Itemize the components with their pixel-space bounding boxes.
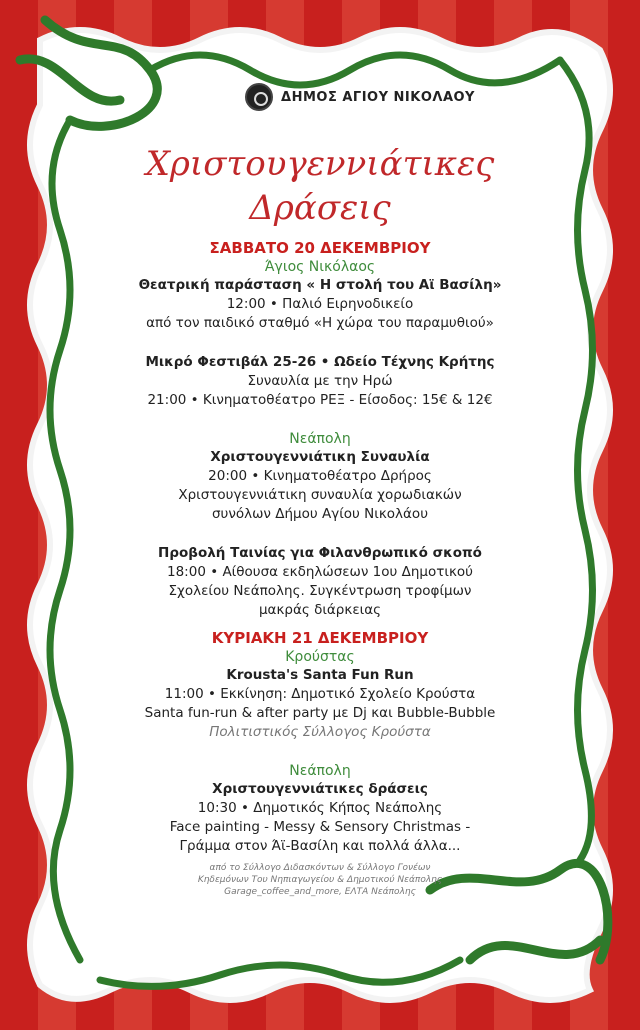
- credits: [70, 862, 570, 898]
- event-line: 10:30 • Δημοτικός Κήπος Νεάπολης: [197, 800, 443, 816]
- event-title: Θεατρική παράσταση « Η στολή του Αϊ Βασίλη»: [138, 277, 502, 293]
- event-line: Συναυλία με την Ηρώ: [247, 373, 393, 389]
- event-line: 21:00 • Κινηματοθέατρο ΡΕΞ - Είσοδος: 15€ & 12€: [147, 392, 493, 408]
- event-title: Χριστουγεννιάτικες δράσεις: [212, 781, 428, 797]
- title-line: Δράσεις: [249, 188, 391, 228]
- day-heading: ΚΥΡΙΑΚΗ 21 ΔΕΚΕΜΒΡΙΟΥ: [211, 629, 429, 647]
- event-line: 12:00 • Παλιό Ειρηνοδικείο: [226, 296, 414, 312]
- event-line: 20:00 • Κινηματοθέατρο Δρήρος: [208, 468, 432, 484]
- credits-line: Κηδεμόνων Του Νηπιαγωγείου & Δημοτικού Νεάπολης: [197, 875, 443, 885]
- event-line: μακράς διάρκειας: [258, 602, 382, 618]
- location-name: Νεάπολη: [289, 763, 351, 779]
- event-line: Χριστουγεννιάτικη συναυλία χορωδιακών: [178, 487, 462, 503]
- event-line: Σχολείου Νεάπολης. Συγκέντρωση τροφίμων: [168, 583, 472, 599]
- header: [150, 80, 570, 114]
- event: [70, 544, 570, 620]
- location-name: Άγιος Νικόλαος: [264, 259, 376, 275]
- day-heading: ΣΑΒΒΑΤΟ 20 ΔΕΚΕΜΒΡΙΟΥ: [209, 239, 431, 257]
- municipality-emblem-icon: [245, 83, 273, 111]
- location-name: Κρούστας: [285, 649, 355, 665]
- event-organizer: Πολιτιστικός Σύλλογος Κρούστα: [209, 724, 431, 740]
- credits-line: Garage_coffee_and_more, ΕΛΤΑ Νεάπολης: [224, 887, 416, 897]
- day-section-sunday: [70, 628, 570, 898]
- location-name: Νεάπολη: [289, 431, 351, 447]
- credits-line: από το Σύλλογο Διδασκόντων & Σύλλογο Γονέων: [209, 863, 431, 873]
- event: [70, 276, 570, 333]
- event-line: συνόλων Δήμου Αγίου Νικολάου: [211, 506, 429, 522]
- flyer-content: [70, 80, 570, 898]
- event-title: Χριστουγεννιάτικη Συναυλία: [210, 449, 430, 465]
- day-section-saturday: [70, 238, 570, 620]
- event-line: 18:00 • Αίθουσα εκδηλώσεων 1ου Δημοτικού: [167, 564, 473, 580]
- event: [70, 353, 570, 410]
- event-title: Προβολή Ταινίας για Φιλανθρωπικό σκοπό: [158, 545, 482, 561]
- event: [70, 780, 570, 856]
- event-title: Krousta's Santa Fun Run: [226, 667, 414, 683]
- event-title: Μικρό Φεστιβάλ 25-26 • Ωδείο Τέχνης Κρήτης: [145, 354, 495, 370]
- municipality-name: ΔΗΜΟΣ ΑΓΙΟΥ ΝΙΚΟΛΑΟΥ: [281, 89, 475, 105]
- event-line: 11:00 • Εκκίνηση: Δημοτικό Σχολείο Κρούστα: [164, 686, 476, 702]
- event-line: Face painting - Messy & Sensory Christmas -: [169, 819, 471, 835]
- page-title: [70, 142, 570, 230]
- event-line: από τον παιδικό σταθμό «Η χώρα του παραμυθιού»: [146, 315, 494, 331]
- event-line: Santa fun-run & after party με Dj και Bubble-Bubble: [144, 705, 496, 721]
- event: [70, 448, 570, 524]
- title-line: Χριστουγεννιάτικες: [145, 144, 495, 184]
- event: [70, 666, 570, 742]
- event-line: Γράμμα στον Άϊ-Βασίλη και πολλά άλλα...: [179, 838, 461, 854]
